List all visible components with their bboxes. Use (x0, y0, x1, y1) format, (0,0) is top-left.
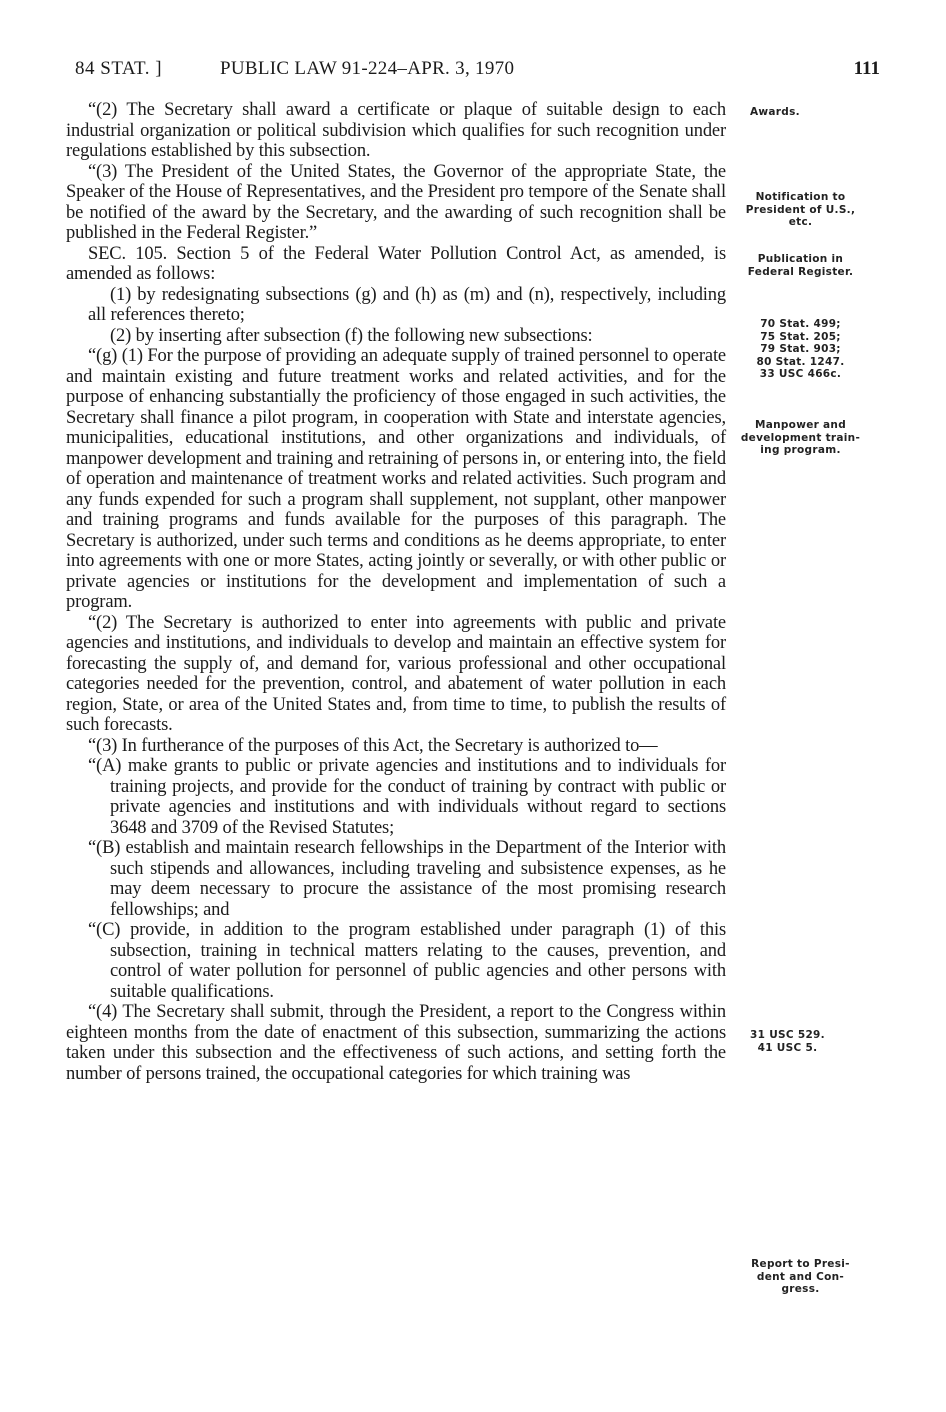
paragraph: “(A) make grants to public or private agencies and institutions and to individuals for training projects, and provide for the conduct of training by contract with public or private agencies and institutions and with individuals without regard to sections 3648 and 3709 of the Revised Statutes; (88, 756, 726, 838)
margin-note-statutes (733, 318, 868, 381)
page-number: 111 (853, 58, 880, 79)
margin-note-line: President of U.S., (745, 203, 856, 216)
paragraph: “(2) The Secretary shall award a certificate or plaque of suitable design to each industrial organization or political subdivision which qualifies for such recognition under regulations established by this subsection. (66, 100, 726, 161)
margin-note-line: 31 USC 529. (750, 1029, 825, 1041)
margin-note-line: Report to Presi- (751, 1258, 850, 1270)
paragraph: “(B) establish and maintain research fellowships in the Department of the Interior with such stipends and allowances, including traveling and subsistence expenses, as he may deem necessary to procure the assistance of the most promising research fellowships; and (88, 838, 726, 920)
margin-note-report (733, 1258, 868, 1296)
paragraph: “(C) provide, in addition to the program established under paragraph (1) of this subsection, training in technical matters relating to the causes, prevention, and control of water pollution for personnel of public agencies and other persons with suitable qualifications. (88, 920, 726, 1002)
margin-note-line: 75 Stat. 205; (760, 330, 841, 343)
margin-note-line: Awards. (750, 106, 800, 118)
margin-note-line: Manpower and (754, 419, 847, 431)
statute-reference: 84 STAT. ] (75, 58, 163, 79)
margin-note-line: gress. (781, 1283, 820, 1295)
margin-note-line: development train- (740, 431, 861, 444)
margin-note-line: dent and Con- (756, 1270, 845, 1283)
margin-note-line: 70 Stat. 499; (760, 318, 841, 330)
margin-note-usc (720, 1029, 855, 1054)
margin-note-line: 79 Stat. 903; (760, 343, 841, 355)
margin-note-line: Publication in (757, 253, 844, 265)
body-text (66, 100, 726, 1084)
margin-note-line: 33 USC 466c. (759, 368, 842, 380)
margin-note-line: ing program. (760, 444, 841, 456)
margin-note-awards (750, 106, 885, 119)
paragraph: “(g) (1) For the purpose of providing an adequate supply of trained personnel to operate and maintain existing and future treatment works and related activities, and for the purpose of enhancing substantially the proficiency of those engaged in such activities, the Secretary shall finance a pilot program, in cooperation with State and interstate agencies, municipalities, educational institutions, and other organizations and individuals, of manpower development and training and retraining of persons in, or entering into, the field of operation and maintenance of treatment works and related activities. Such program and any funds expended for such a program shall supplement, not supplant, other manpower and training programs and funds available for the purposes of this paragraph. The Secretary is authorized, under such terms and conditions as he deems appropriate, to enter into agreements with one or more States, acting jointly or severally, or with other public or private agencies or institutions for the development and implementation of such a program. (66, 346, 726, 612)
margin-note-line: 41 USC 5. (757, 1041, 818, 1054)
paragraph: “(3) The President of the United States, the Governor of the appropriate State, the Speaker of the House of Representatives, and the President pro tempore of the Senate shall be notified of the award by the Secretary, and the awarding of such recognition shall be published in the Federal Register.” (66, 161, 726, 243)
margin-note-line: etc. (788, 216, 813, 228)
margin-note-line: 80 Stat. 1247. (756, 355, 845, 368)
margin-note-publication (733, 253, 868, 278)
paragraph: “(2) The Secretary is authorized to enter into agreements with public and private agencies and institutions, and individuals to develop and maintain an effective system for forecasting the supply of, and demand for, various professional and other occupational categories needed for the prevention, control, and abatement of water pollution in each region, State, or area of the United States and, from time to time, to publish the results of such forecasts. (66, 612, 726, 735)
margin-note-manpower (733, 419, 868, 457)
margin-note-line: Federal Register. (747, 265, 854, 278)
paragraph: SEC. 105. Section 5 of the Federal Water Pollution Control Act, as amended, is amended as follows: (66, 243, 726, 284)
law-title: PUBLIC LAW 91-224–APR. 3, 1970 (220, 58, 515, 79)
margin-note-notification (733, 191, 868, 229)
paragraph: “(3) In furtherance of the purposes of this Act, the Secretary is authorized to— (88, 735, 658, 756)
paragraph: (2) by inserting after subsection (f) the following new subsections: (110, 325, 593, 346)
paragraph: “(4) The Secretary shall submit, through the President, a report to the Congress within eighteen months from the date of enactment of this subsection, summarizing the actions taken under this subsection and the effectiveness of such actions, and setting forth the number of persons trained, the occupational categories for which training was (66, 1002, 726, 1084)
margin-note-line: Notification to (755, 191, 846, 203)
paragraph: (1) by redesignating subsections (g) and (h) as (m) and (n), respectively, including all references thereto; (88, 284, 726, 325)
page-header (75, 58, 880, 84)
